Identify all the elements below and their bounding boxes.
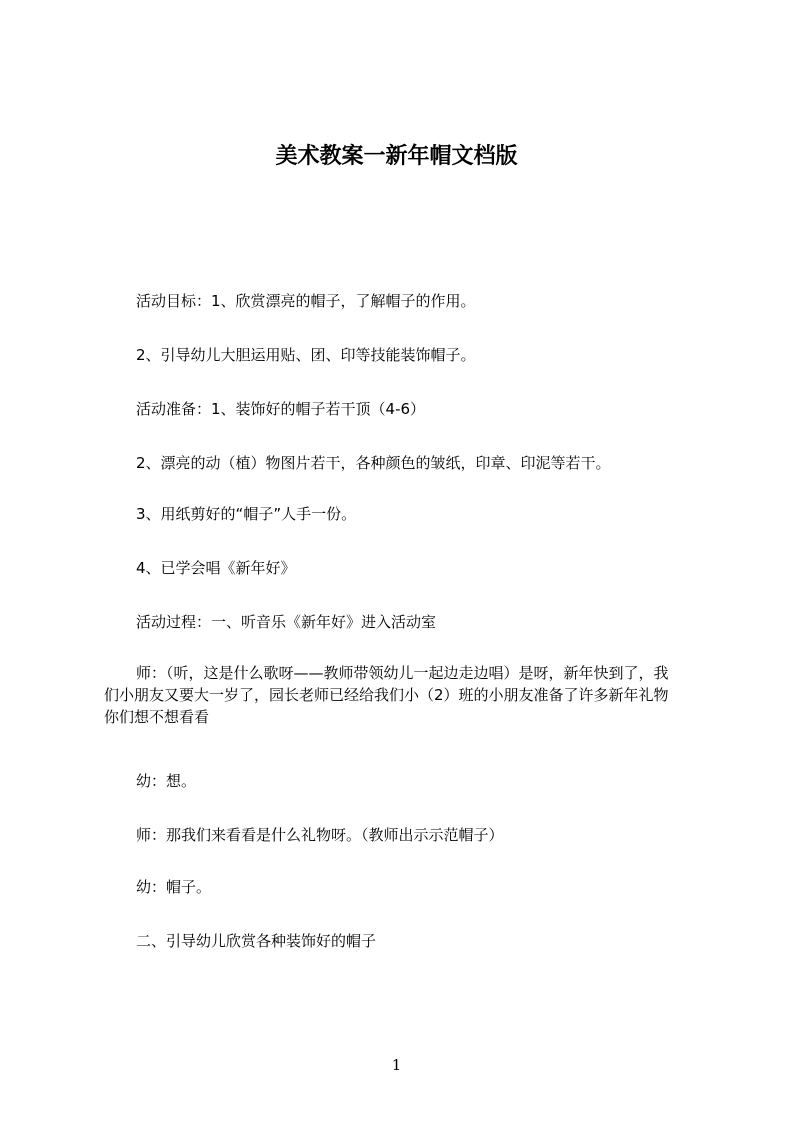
- paragraph-goal-2: 2、引导幼儿大胆运用贴、团、印等技能装饰帽子。: [136, 346, 476, 364]
- dialogue-line: 们小朋友又要大一岁了，园长老师已经给我们小（2）班的小朋友准备了许多新年礼物: [104, 686, 669, 704]
- paragraph-prep-4: 4、已学会唱《新年好》: [136, 559, 296, 577]
- document-title: 美术教案一新年帽文档版: [275, 144, 518, 169]
- paragraph-teacher-show: 师：那我们来看看是什么礼物呀。（教师出示示范帽子）: [136, 826, 504, 844]
- page-number: 1: [391, 1056, 402, 1074]
- paragraph-child-answer-1: 幼：想。: [136, 772, 197, 790]
- paragraph-activity-goal: 活动目标：1、欣赏漂亮的帽子，了解帽子的作用。: [136, 292, 476, 310]
- paragraph-prep-2: 2、漂亮的动（植）物图片若干，各种颜色的皱纸，印章、印泥等若干。: [136, 454, 611, 472]
- dialogue-line: 你们想不想看看: [104, 708, 210, 726]
- paragraph-prep-3: 3、用纸剪好的“帽子”人手一份。: [136, 505, 357, 523]
- paragraph-child-answer-2: 幼：帽子。: [136, 878, 212, 896]
- dialogue-line: 师：（听，这是什么歌呀——教师带领幼儿一起边走边唱）是呀，新年快到了，我: [136, 664, 669, 682]
- paragraph-activity-process: 活动过程：一、听音乐《新年好》进入活动室: [136, 613, 437, 631]
- paragraph-teacher-dialogue: [104, 662, 698, 728]
- paragraph-section-two: 二、引导幼儿欣赏各种装饰好的帽子: [136, 932, 377, 950]
- paragraph-activity-prep: 活动准备：1、装饰好的帽子若干顶（4-6）: [136, 400, 426, 418]
